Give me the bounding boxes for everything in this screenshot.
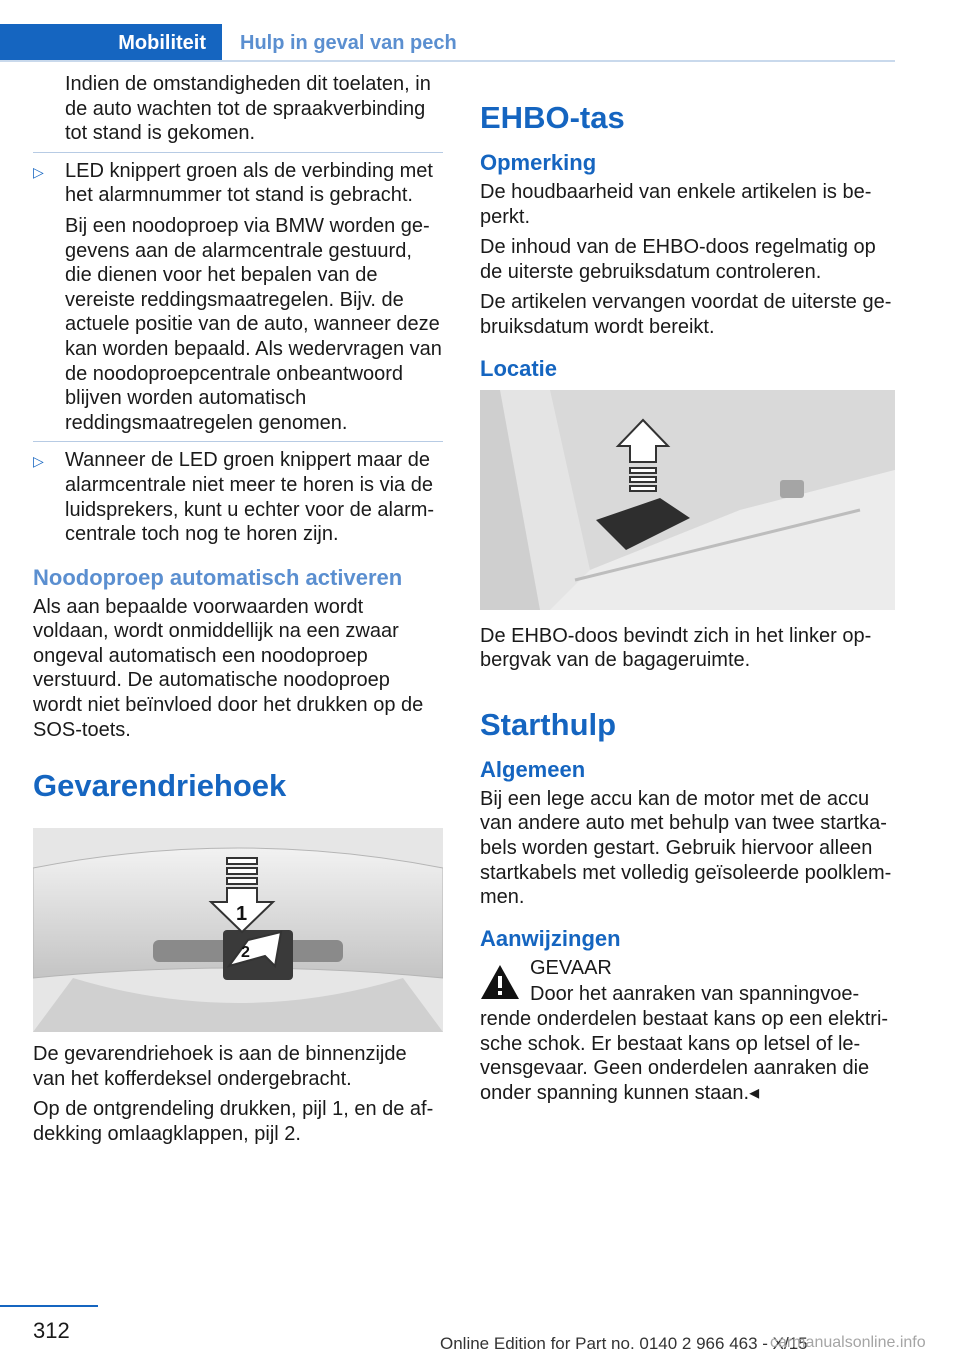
intro-text: Indien de omstandigheden dit toelaten, in de auto wachten tot de spraakverbinding tot stand is gekomen. (65, 73, 431, 145)
watermark: carmanualsonline.info (770, 1334, 926, 1351)
header-section-label: Mobiliteit (118, 32, 206, 54)
triangle-bullet-icon: ▷ (33, 453, 44, 470)
trunk-lid-figure (33, 828, 443, 1032)
heading-locatie: Locatie (480, 355, 558, 381)
heading-gevarendriehoek: Gevarendriehoek (33, 768, 287, 804)
left-column (33, 72, 443, 1153)
footer-divider (0, 1305, 98, 1307)
page-number: 312 (33, 1318, 70, 1343)
opm-text-3: De artikelen vervangen voordat de uiterste gebruiksdatum wordt bereikt. (480, 291, 892, 338)
heading-aanwijzingen: Aanwijzingen (480, 925, 621, 951)
opm-text-2: De inhoud van de EHBO-doos regelmatig op de uiterste gebruiksdatum controleren. (480, 236, 876, 283)
list-item (33, 159, 443, 436)
luggage-compartment-illustration (480, 390, 895, 610)
triangle-bullet-icon: ▷ (33, 163, 44, 180)
warning-text: Door het aanraken van spanningvoerende onderdelen bestaat kans op een elektrische schok. Er bestaat kans op letsel of levensgevaar. Geen onderdelen aanraken die onder spanning kunnen staan.◂ (480, 983, 889, 1104)
opm-text-1: De houdbaarheid van enkele artikelen is beperkt. (480, 181, 872, 228)
auto-call-text: Als aan bepaalde voorwaarden wordt voldaan, wordt onmiddellijk na een zwaar ongeval automatisch een noodoproep verstuurd. De automatische noodoproep wordt niet beïnvloed door het drukken op de SOS-toets. (33, 595, 424, 741)
figure-label-2: 2 (241, 944, 250, 962)
alg-text: Bij een lege accu kan de motor met de accu van andere auto met behulp van twee startkabels worden gestart. Gebruik hiervoor alleen startkabels met volledig geïsoleerde poolklemmen. (480, 787, 892, 909)
first-aid-location-figure (480, 390, 895, 610)
separator (33, 441, 443, 442)
bullet-text-cont: Bij een noodoproep via BMW worden gegevens aan de alarmcentrale gestuurd, die dienen voor het bepalen van de vereiste reddingsmaatregelen. Bijv. de actuele positie van de auto, wanneer deze kan worden bepaald. Als wedervragen van de noodoproepcentrale onbeantwoord blijven worden automatisch reddingsmaatregelen genomen. (65, 214, 442, 434)
heading-ehbo-tas: EHBO-tas (480, 100, 625, 135)
heading-starthulp: Starthulp (480, 706, 617, 742)
heading-algemeen: Algemeen (480, 756, 586, 782)
warning-triangle-icon (480, 964, 520, 1000)
header-tab-mobiliteit (0, 24, 222, 62)
gev-text-2: Op de ontgrendeling drukken, pijl 1, en de afdekking omlaagklappen, pijl 2. (33, 1098, 434, 1146)
edition-text: Online Edition for Part no. 0140 2 966 463 - X/15 (440, 1334, 808, 1353)
right-column (480, 72, 895, 1111)
loc-text: De EHBO-doos bevindt zich in het linker opbergvak van de bagageruimte. (480, 624, 872, 672)
header-chapter-label: Hulp in geval van pech (240, 32, 457, 54)
trunk-lid-illustration (33, 828, 443, 1032)
figure-label-1: 1 (236, 903, 248, 926)
warning-title: GEVAAR (530, 956, 612, 979)
section-heading-auto-call: Noodoproep automatisch activeren (33, 564, 403, 590)
list-item (33, 448, 443, 546)
warning-block (480, 956, 895, 981)
separator (33, 152, 443, 153)
gev-text-1: De gevarendriehoek is aan de binnenzijde van het kofferdeksel ondergebracht. (33, 1043, 407, 1090)
bullet-text: Wanneer de LED groen knippert maar de alarmcentrale niet meer te horen is via de luidsprekers, kunt u echter voor de alarmcentrale toch nog te horen zijn. (65, 449, 435, 546)
header-divider (0, 60, 895, 62)
bullet-text: LED knippert groen als de verbinding met het alarmnummer tot stand is gebracht. (65, 159, 433, 207)
heading-opmerking: Opmerking (480, 150, 597, 175)
